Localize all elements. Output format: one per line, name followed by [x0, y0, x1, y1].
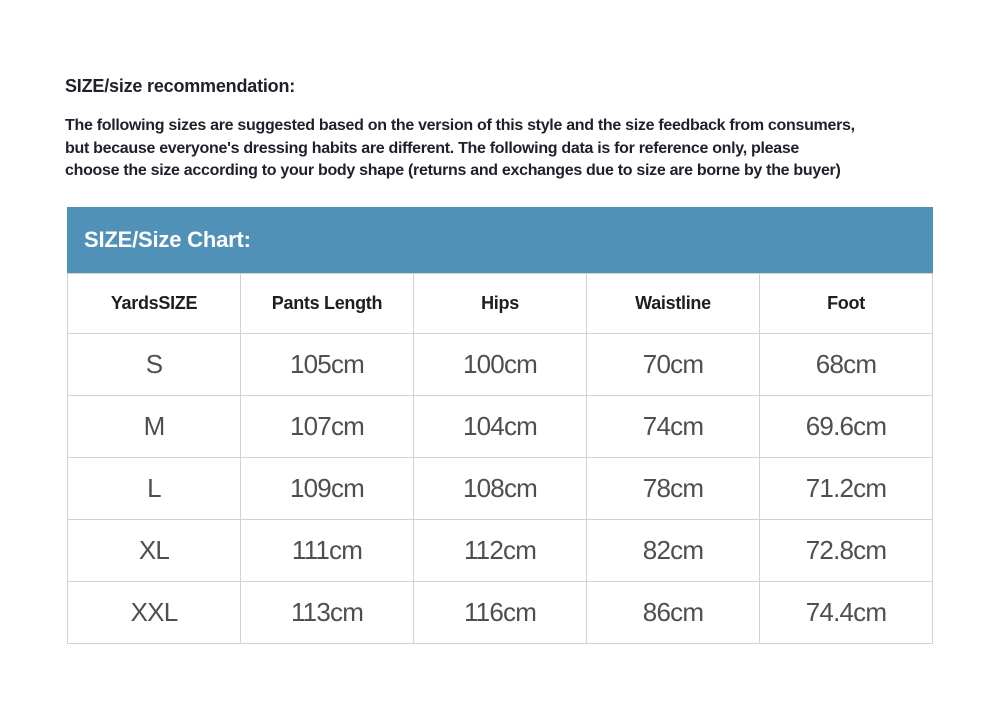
intro-line: choose the size according to your body shape (returns and exchanges due to size are borne by the buyer) — [65, 162, 841, 179]
hips-cell: 108cm — [414, 458, 587, 520]
size-chart-header — [67, 207, 933, 273]
foot-cell: 68cm — [760, 334, 933, 396]
pants-length-cell: 105cm — [241, 334, 414, 396]
size-cell: M — [68, 396, 241, 458]
intro-line: but because everyone's dressing habits are different. The following data is for reference only, please — [65, 139, 800, 157]
size-cell: XXL — [68, 582, 241, 644]
size-table-header-row — [68, 274, 933, 334]
pants-length-cell: 111cm — [241, 520, 414, 582]
foot-cell: 71.2cm — [760, 458, 933, 520]
foot-cell: 74.4cm — [760, 582, 933, 644]
foot-cell: 69.6cm — [760, 396, 933, 458]
table-row-s — [68, 334, 933, 396]
hips-cell: 100cm — [414, 334, 587, 396]
size-cell: S — [68, 334, 241, 396]
column-header-hips: Hips — [414, 274, 587, 334]
table-row-l — [68, 458, 933, 520]
pants-length-cell: 107cm — [241, 396, 414, 458]
table-row-xxl — [68, 582, 933, 644]
column-header-foot: Foot — [760, 274, 933, 334]
table-row-xl — [68, 520, 933, 582]
size-table — [67, 273, 933, 644]
waistline-cell: 86cm — [587, 582, 760, 644]
hips-cell: 112cm — [414, 520, 587, 582]
pants-length-cell: 113cm — [241, 582, 414, 644]
foot-cell: 72.8cm — [760, 520, 933, 582]
waistline-cell: 78cm — [587, 458, 760, 520]
hips-cell: 104cm — [414, 396, 587, 458]
page-title: SIZE/size recommendation: — [65, 76, 296, 96]
column-header-size: YardsSIZE — [68, 274, 241, 334]
waistline-cell: 74cm — [587, 396, 760, 458]
intro-line: The following sizes are suggested based on the version of this style and the size feedback from consumers, — [65, 117, 855, 134]
hips-cell: 116cm — [414, 582, 587, 644]
pants-length-cell: 109cm — [241, 458, 414, 520]
intro-paragraph — [65, 115, 855, 183]
size-cell: XL — [68, 520, 241, 582]
waistline-cell: 70cm — [587, 334, 760, 396]
column-header-waistline: Waistline — [587, 274, 760, 334]
waistline-cell: 82cm — [587, 520, 760, 582]
size-chart-section — [67, 207, 933, 644]
size-cell: L — [68, 458, 241, 520]
table-row-m — [68, 396, 933, 458]
column-header-pants-length: Pants Length — [241, 274, 414, 334]
size-chart-title: SIZE/Size Chart: — [84, 227, 251, 252]
